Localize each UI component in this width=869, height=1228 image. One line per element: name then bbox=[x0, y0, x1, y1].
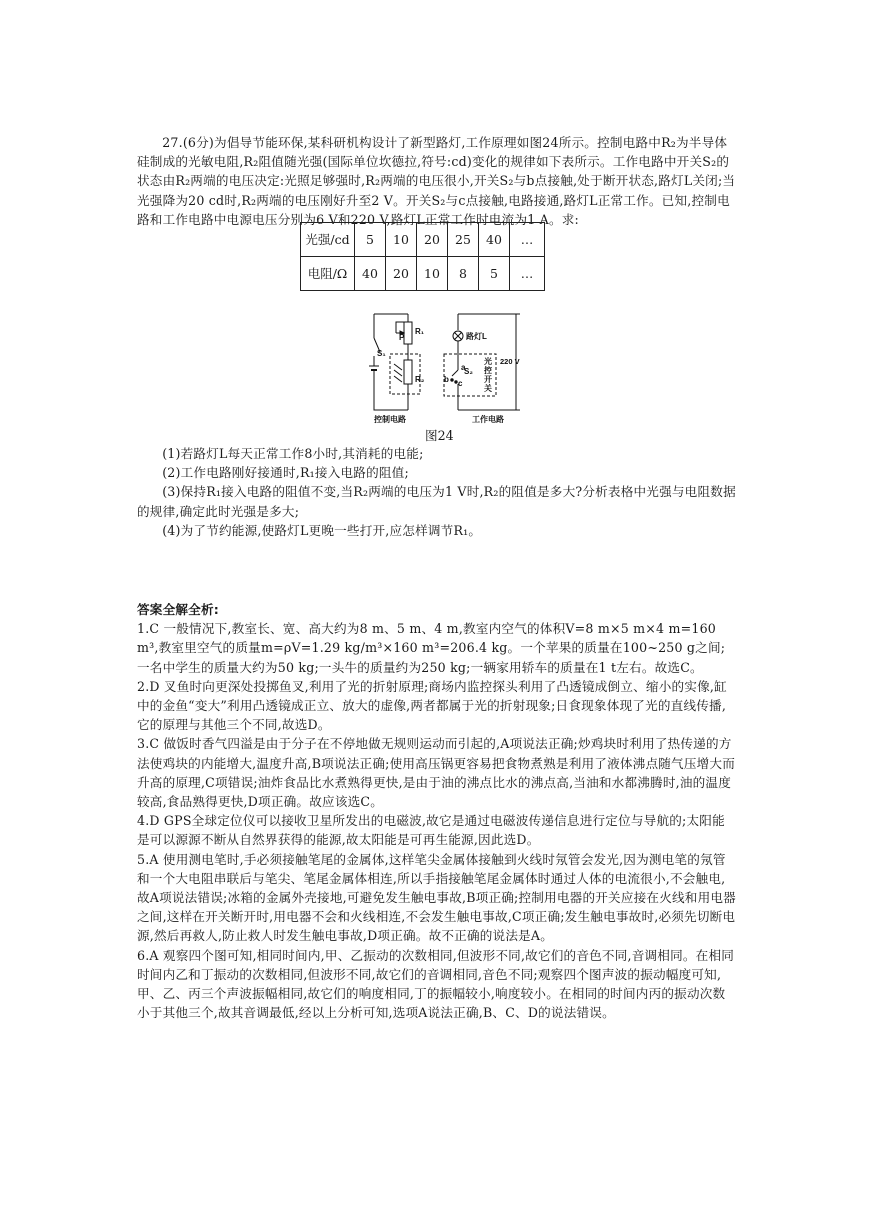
table-cell: 10 bbox=[417, 257, 448, 291]
label-switch-1: 光 bbox=[484, 357, 492, 366]
table-header-resistance: 电阻/Ω bbox=[301, 257, 355, 291]
label-control-circuit: 控制电路 bbox=[374, 415, 406, 424]
table-cell: … bbox=[510, 257, 545, 291]
table-cell: 40 bbox=[355, 257, 386, 291]
subquestions bbox=[137, 444, 737, 540]
table-row bbox=[301, 223, 545, 257]
answer-item: 6.A 观察四个图可知,相同时间内,甲、乙振动的次数相同,但波形不同,故它们的音色不同,音调相同。在相同时间内乙和丁振动的次数相同,但波形不同,故它们的音调相同,音色不同;观察四个图声波的振动幅度可知,甲、乙、丙三个声波振幅相同,故它们的响度相同,丁的振幅较小,响度较小。在相同的时间内丙的振动次数小于其他三个,故其音调最低,经以上分析可知,选项A说法正确,B、C、D的说法错误。 bbox=[137, 947, 735, 1021]
label-c: c bbox=[458, 379, 463, 388]
label-s2: S₂ bbox=[464, 367, 473, 376]
label-r2: R₂ bbox=[415, 375, 425, 384]
light-ray bbox=[394, 364, 402, 370]
subquestion-1: (1)若路灯L每天正常工作8小时,其消耗的电能; bbox=[162, 446, 424, 461]
table-cell: 20 bbox=[386, 257, 417, 291]
table-cell: 40 bbox=[479, 223, 510, 257]
label-switch-3: 开 bbox=[484, 375, 492, 384]
resistor-r2 bbox=[404, 360, 412, 384]
answer-item: 1.C 一般情况下,教室长、宽、高大约为8 m、5 m、4 m,教室内空气的体积V=8 m×5 m×4 m=160 m³,教室里空气的质量m=ρV=1.29 kg/m³×160 m³=206.4 kg。一个苹果的质量在100~250 g之间;一名中学生的质量大约为50 kg;一头牛的质量约为250 kg;一辆家用轿车的质量在1 t左右。故选C。 bbox=[137, 621, 726, 675]
table-cell: 8 bbox=[448, 257, 479, 291]
table-cell: 25 bbox=[448, 223, 479, 257]
table-cell: 10 bbox=[386, 223, 417, 257]
subquestion-3: (3)保持R₁接入电路的阻值不变,当R₂两端的电压为1 V时,R₂的阻值是多大?分析表格中光强与电阻数据的规律,确定此时光强是多大; bbox=[137, 484, 736, 519]
contact-c bbox=[455, 381, 457, 383]
answer-title: 答案全解全析: bbox=[137, 602, 219, 617]
table-cell: 5 bbox=[479, 257, 510, 291]
label-a: a bbox=[461, 363, 466, 372]
light-ray bbox=[394, 376, 402, 382]
answer-item: 5.A 使用测电笔时,手必须接触笔尾的金属体,这样笔尖金属体接触到火线时氖管会发光,因为测电笔的氖管和一个大电阻串联后与笔尖、笔尾金属体相连,所以手指接触笔尾金属体时通过人体的电流很小,不会触电,故A项说法错误;冰箱的金属外壳接地,可避免发生触电事故,B项正确;控制用电器的开关应接在火线和用电器之间,这样在开关断开时,用电器不会和火线相连,不会发生触电事故,C项正确;发生触电事故时,必须先切断电源,然后再救人,防止救人时发生触电事故,D项正确。故不正确的说法是A。 bbox=[137, 851, 736, 944]
answer-section bbox=[137, 600, 737, 1022]
label-s1: S₁ bbox=[377, 349, 386, 358]
resistor-r1 bbox=[404, 322, 412, 344]
contact-b bbox=[451, 379, 453, 381]
table-header-light: 光强/cd bbox=[301, 223, 355, 257]
label-lamp: 路灯L bbox=[466, 332, 487, 341]
answer-item: 3.C 做饭时香气四溢是由于分子在不停地做无规则运动而引起的,A项说法正确;炒鸡块时利用了热传递的方法使鸡块的内能增大,温度升高,B项说法正确;使用高压锅更容易把食物煮熟是利用了液体沸点随气压增大而升高的原理,C项错误;油炸食品比水煮熟得更快,是由于油的沸点比水的沸点高,当油和水都沸腾时,油的温度较高,食品熟得更快,D项正确。故应该选C。 bbox=[137, 736, 736, 810]
wire bbox=[374, 380, 408, 410]
table-cell: 5 bbox=[355, 223, 386, 257]
label-switch-2: 控 bbox=[484, 366, 492, 375]
table-cell: … bbox=[510, 223, 545, 257]
figure-caption: 图24 bbox=[425, 428, 454, 443]
subquestion-4: (4)为了节约能源,使路灯L更晚一些打开,应怎样调节R₁。 bbox=[162, 522, 482, 538]
label-work-circuit: 工作电路 bbox=[472, 415, 504, 424]
label-b: b bbox=[444, 375, 449, 384]
answer-item: 2.D 叉鱼时向更深处投掷鱼叉,利用了光的折射原理;商场内监控探头利用了凸透镜成倒立、缩小的实像,缸中的金鱼“变大”利用凸透镜成正立、放大的虚像,两者都属于光的折射现象;日食现象体现了光的直线传播,它的原理与其他三个不同,故选D。 bbox=[137, 678, 727, 733]
subquestion-2: (2)工作电路刚好接通时,R₁接入电路的阻值; bbox=[162, 465, 409, 481]
answer-item: 4.D GPS全球定位仪可以接收卫星所发出的电磁波,故它是通过电磁波传递信息进行定位与导航的;太阳能是可以源源不断从自然界获得的能源,故太阳能是可再生能源,因此选D。 bbox=[137, 813, 725, 848]
label-voltage: 220 V bbox=[500, 357, 520, 366]
switch-s2 bbox=[452, 370, 458, 376]
table-row bbox=[301, 257, 545, 291]
light-ray bbox=[394, 370, 402, 376]
question-27-text: 27.(6分)为倡导节能环保,某科研机构设计了新型路灯,工作原理如图24所示。控制电路中R₂为半导体硅制成的光敏电阻,R₂阻值随光强(国际单位坎德拉,符号:cd)变化的规律如下表所示。工作电路中开关S₂的状态由R₂两端的电压决定:光照足够强时,R₂两端的电压很小,开关S₂与b点接触,处于断开状态,路灯L关闭;当光强降为20 cd时,R₂两端的电压刚好升至2 V。开关S₂与c点接触,电路接通,路灯L正常工作。已知,控制电路和工作电路中电源电压分别为6 V和220 V,路灯L正常工作时电流为1 A。求: bbox=[137, 135, 736, 227]
circuit-diagram bbox=[360, 308, 530, 426]
label-switch-4: 关 bbox=[484, 384, 492, 393]
label-r1: R₁ bbox=[415, 327, 425, 336]
light-resistance-table bbox=[300, 222, 545, 291]
table-cell: 20 bbox=[417, 223, 448, 257]
label-p: P bbox=[399, 333, 405, 342]
